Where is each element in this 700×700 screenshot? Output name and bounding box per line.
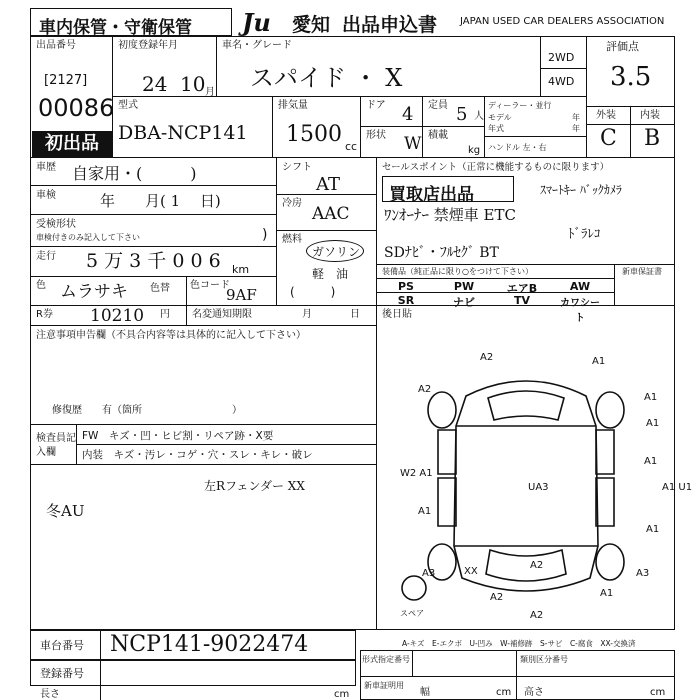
fuel-option-diesel: 軽 油 bbox=[312, 267, 349, 281]
ju-logo bbox=[242, 8, 288, 36]
mark-4: A1 bbox=[644, 392, 658, 403]
buyback-badge bbox=[382, 176, 514, 205]
fender-note: 左Rフェンダー XX bbox=[204, 479, 305, 493]
model-value: スパイド ・ X bbox=[250, 64, 403, 92]
registration-month: 10 bbox=[180, 72, 206, 96]
class-label: 類別区分番号 bbox=[520, 655, 568, 664]
displacement-label: 排気量 bbox=[278, 100, 308, 111]
front-right-wheel bbox=[596, 392, 624, 428]
logo-text: Ju bbox=[242, 8, 271, 37]
storage-title-box bbox=[30, 8, 232, 36]
first-listing-text: 初出品 bbox=[45, 133, 99, 154]
height-label: 高さ bbox=[524, 687, 544, 698]
load-label: 積載 bbox=[428, 130, 448, 141]
recycle-value: 10210 bbox=[90, 306, 145, 326]
storage-title: 車内保管・守衛保管 bbox=[39, 18, 192, 38]
left-front-door bbox=[438, 430, 456, 474]
mark-11: A1 bbox=[646, 524, 660, 535]
recv-label: 受検形状 bbox=[36, 219, 76, 230]
warranty-label: 新車保証書 bbox=[622, 267, 662, 276]
mark-18: A1 bbox=[600, 588, 614, 599]
equip-tv: TV bbox=[513, 294, 531, 307]
shift-label: シフト bbox=[282, 162, 312, 173]
selling-note-1: ｽﾏｰﾄｷｰ ﾊﾞｯｸｶﾒﾗ bbox=[540, 183, 622, 197]
car-outline bbox=[402, 381, 624, 600]
usage-label: 車歴 bbox=[36, 162, 56, 173]
mark-16: A3 bbox=[636, 568, 650, 579]
capacity-unit: 人 bbox=[474, 111, 484, 122]
inspector-row-2: 内装 キズ・汚レ・コゲ・穴・スレ・キレ・破レ bbox=[82, 449, 313, 461]
usage-value: 自家用・( ) bbox=[72, 164, 197, 183]
buyback-badge-text: 買取店出品 bbox=[389, 185, 474, 205]
fuel-circle bbox=[306, 240, 364, 262]
color-label: 色 bbox=[36, 280, 46, 291]
fuel-option-gasoline: ガソリン bbox=[312, 245, 361, 259]
chassis-value: NCP141-9022474 bbox=[110, 632, 309, 657]
door-label: ドア bbox=[366, 100, 386, 111]
lot-code: [2127] bbox=[44, 73, 88, 88]
equip-navi: ナビ bbox=[453, 296, 475, 309]
after-fit-label: 後日貼 bbox=[382, 309, 412, 320]
year-unit: 年 bbox=[572, 124, 580, 133]
displacement-unit: cc bbox=[345, 140, 358, 153]
association-name: JAPAN USED CAR DEALERS ASSOCIATION bbox=[460, 16, 665, 27]
type-value: DBA-NCP141 bbox=[118, 122, 248, 144]
score-ext-value: C bbox=[600, 126, 617, 151]
front-left-wheel bbox=[428, 392, 456, 428]
score-int-label: 内装 bbox=[640, 110, 660, 121]
shape-label: 形状 bbox=[366, 130, 386, 141]
model-label: 車名・グレード bbox=[222, 40, 292, 51]
reg-number-label: 登録番号 bbox=[40, 667, 84, 680]
displacement-value: 1500 bbox=[286, 122, 342, 147]
selling-label: セールスポイント（正常に機能するものに限ります） bbox=[382, 162, 610, 173]
tax-month-unit: 月 bbox=[302, 309, 312, 320]
tax-label: 名変通知期限 bbox=[192, 309, 252, 320]
equip-pw: PW bbox=[453, 280, 475, 293]
registration-month-unit: 月 bbox=[205, 87, 215, 98]
score-ext-label: 外装 bbox=[596, 110, 616, 121]
mark-1: A2 bbox=[480, 352, 494, 363]
mark-14: A2 bbox=[530, 560, 544, 571]
lot-label: 出品番号 bbox=[36, 40, 76, 51]
damage-legend: A-キズ E-エクボ U-凹み W-補修跡 S-サビ C-腐食 XX-交換済 bbox=[402, 639, 636, 648]
spare-label: スペア bbox=[400, 609, 424, 618]
capacity-value: 5 bbox=[456, 104, 468, 125]
year-label: 年式 bbox=[488, 124, 504, 133]
type-cert-label: 形式指定番号 bbox=[362, 655, 410, 664]
type-label: 型式 bbox=[118, 100, 138, 111]
mileage-value: 5 万 3 千 0 0 6 bbox=[86, 250, 221, 272]
recv-close: ) bbox=[262, 227, 268, 243]
registration-label: 初度登録年月 bbox=[118, 40, 178, 51]
rear-window bbox=[486, 550, 566, 581]
cert-label: 新車証明用 bbox=[364, 681, 404, 690]
car-body bbox=[454, 381, 598, 591]
repair-label: 修復歴 有（箇所 ） bbox=[52, 405, 242, 416]
rear-right-wheel bbox=[596, 544, 624, 580]
length-unit: cm bbox=[334, 689, 350, 700]
mark-7: W2 A1 bbox=[400, 468, 433, 479]
mark-9: UA3 bbox=[528, 482, 549, 493]
mark-8: A1 bbox=[418, 506, 432, 517]
spare-tire bbox=[402, 576, 426, 600]
misc-note: 冬AU bbox=[46, 502, 85, 520]
equipment-label: 装備品（純正品に限り○をつけて下さい） bbox=[382, 267, 533, 276]
load-unit: kg bbox=[468, 145, 481, 156]
mark-12: A3 bbox=[422, 568, 436, 579]
width-unit: cm bbox=[496, 687, 512, 698]
right-rear-door bbox=[596, 478, 614, 526]
tax-day-unit: 日 bbox=[350, 309, 360, 320]
score-value: 3.5 bbox=[610, 62, 652, 92]
equip-sr: SR bbox=[397, 294, 415, 307]
dealer-label: ディーラー・並行 bbox=[488, 101, 552, 110]
equip-airbag: エアB bbox=[506, 282, 538, 295]
front-windshield bbox=[488, 391, 564, 420]
score-label: 評価点 bbox=[606, 40, 639, 53]
mark-10: A1 U1 bbox=[662, 482, 693, 493]
recv-note: 車検付きのみ記入して下さい bbox=[36, 233, 140, 242]
selling-note-3: ﾄﾞﾗﾚｺ bbox=[568, 227, 601, 242]
inspection-label: 車検 bbox=[36, 190, 56, 201]
first-listing-badge bbox=[32, 131, 112, 157]
mileage-unit: km bbox=[232, 263, 250, 276]
equip-ps: PS bbox=[398, 280, 414, 293]
mark-2: A1 bbox=[592, 356, 606, 367]
inspection-value: 年 月( 1 日) bbox=[100, 192, 221, 210]
score-int-value: B bbox=[644, 126, 661, 151]
color-code-label: 色コード bbox=[190, 280, 230, 291]
length-label: 長さ bbox=[40, 689, 60, 700]
equip-leather: カワシート bbox=[560, 298, 600, 324]
equip-aw: AW bbox=[569, 280, 591, 293]
mark-6: A1 bbox=[644, 456, 658, 467]
fuel-option-other: ( ) bbox=[290, 285, 336, 299]
form-title: 出品申込書 bbox=[342, 14, 438, 36]
notes-label: 注意事項申告欄（不具合内容等は具体的に記入して下さい） bbox=[36, 330, 306, 341]
height-unit: cm bbox=[650, 687, 666, 698]
recycle-label: R券 bbox=[36, 309, 53, 320]
registration-year: 24 bbox=[142, 72, 168, 96]
right-front-door bbox=[596, 430, 614, 474]
mark-17: A2 bbox=[530, 610, 544, 621]
handle-label: ハンドル 左・右 bbox=[488, 143, 547, 152]
cooler-label: 冷房 bbox=[282, 198, 302, 209]
mark-13: XX bbox=[464, 566, 478, 577]
lot-number: 00086 bbox=[38, 94, 115, 122]
inspector-row-1: FW キズ・凹・ヒビ割・リペア跡・X要 bbox=[82, 430, 274, 442]
color-value: ムラサキ bbox=[60, 282, 128, 302]
left-rear-door bbox=[438, 478, 456, 526]
model-year-unit: 年 bbox=[572, 113, 580, 122]
shape-value: W bbox=[404, 134, 422, 154]
mileage-label: 走行 bbox=[36, 251, 56, 262]
color-change-label: 色替 bbox=[150, 283, 170, 294]
mark-3: A2 bbox=[418, 384, 432, 395]
cooler-value: AAC bbox=[312, 204, 350, 224]
selling-note-4: SDﾅﾋﾞ・ﾌﾙｾｸﾞ BT bbox=[384, 245, 499, 261]
color-code-value: 9AF bbox=[226, 286, 257, 304]
door-value: 4 bbox=[402, 104, 414, 125]
drive-2wd: 2WD bbox=[548, 51, 575, 64]
recycle-unit: 円 bbox=[160, 309, 170, 320]
fuel-label: 燃料 bbox=[282, 234, 302, 245]
model-year-label: モデル bbox=[488, 113, 512, 122]
mark-15: A2 bbox=[490, 592, 504, 603]
capacity-label: 定員 bbox=[428, 100, 448, 111]
chassis-label: 車台番号 bbox=[40, 639, 84, 652]
selling-note-2: ﾜﾝｵｰﾅｰ 禁煙車 ETC bbox=[384, 206, 516, 224]
mark-5: A1 bbox=[646, 418, 660, 429]
org-name: 愛知 bbox=[292, 14, 331, 36]
width-label: 幅 bbox=[420, 687, 430, 698]
drive-4wd: 4WD bbox=[548, 75, 575, 88]
shift-value: AT bbox=[316, 174, 341, 195]
inspector-label: 検査員記入欄 bbox=[36, 433, 76, 458]
car-diagram bbox=[378, 326, 693, 628]
